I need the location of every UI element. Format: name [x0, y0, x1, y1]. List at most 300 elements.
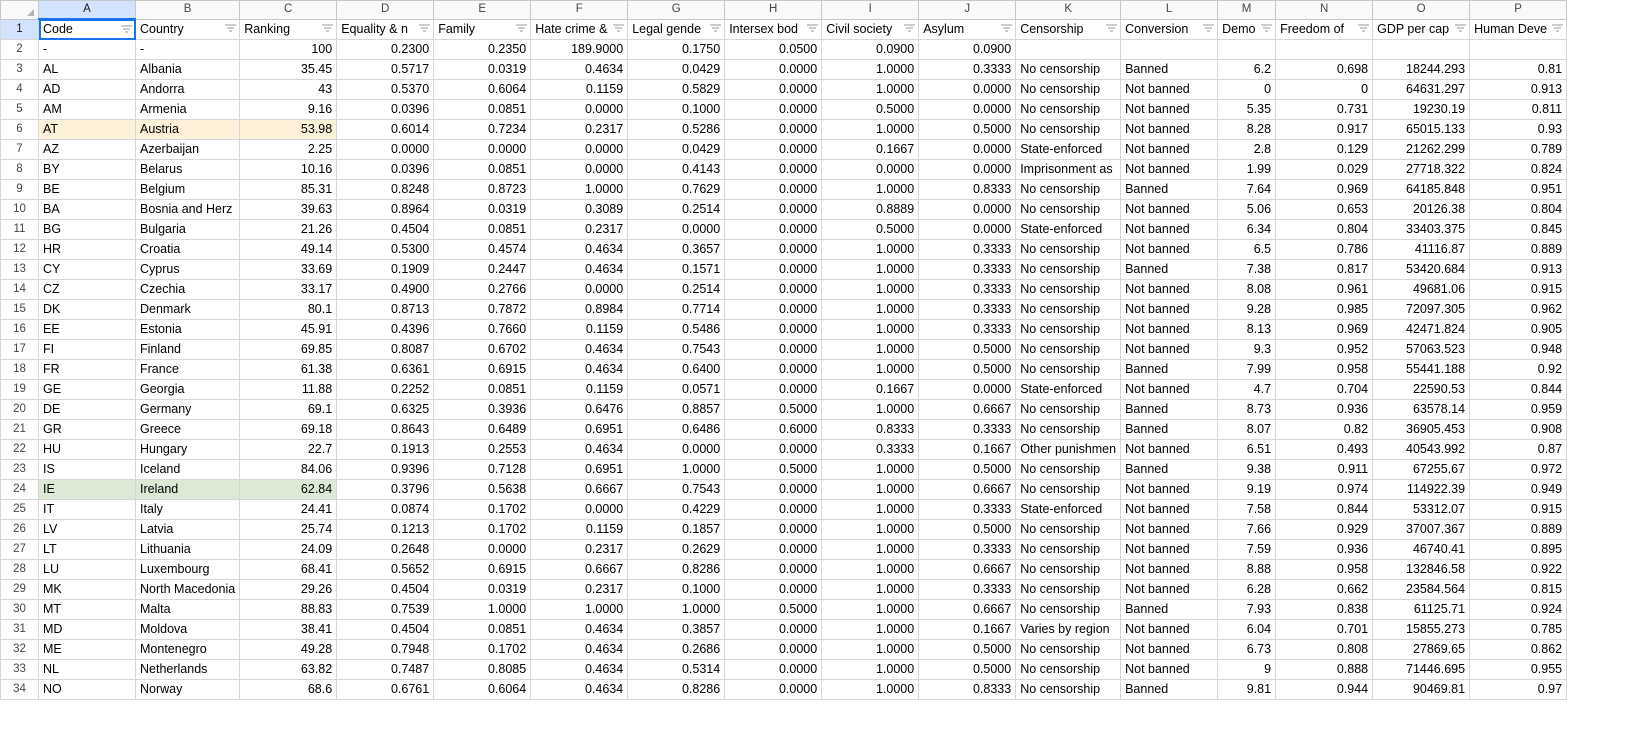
cell-c27[interactable]: 24.09: [240, 540, 337, 560]
cell-h2[interactable]: 0.0500: [725, 40, 822, 60]
cell-a25[interactable]: IT: [39, 500, 136, 520]
filter-icon[interactable]: [1001, 25, 1012, 34]
cell-l26[interactable]: Not banned: [1121, 520, 1218, 540]
cell-a33[interactable]: NL: [39, 660, 136, 680]
cell-k33[interactable]: No censorship: [1016, 660, 1121, 680]
cell-d18[interactable]: 0.6361: [337, 360, 434, 380]
cell-g24[interactable]: 0.7543: [628, 480, 725, 500]
cell-g8[interactable]: 0.4143: [628, 160, 725, 180]
cell-p27[interactable]: 0.895: [1470, 540, 1567, 560]
cell-p16[interactable]: 0.905: [1470, 320, 1567, 340]
cell-c15[interactable]: 80.1: [240, 300, 337, 320]
cell-h15[interactable]: 0.0000: [725, 300, 822, 320]
cell-c34[interactable]: 68.6: [240, 680, 337, 700]
cell-f22[interactable]: 0.4634: [531, 440, 628, 460]
cell-h24[interactable]: 0.0000: [725, 480, 822, 500]
cell-j13[interactable]: 0.3333: [919, 260, 1016, 280]
cell-n17[interactable]: 0.952: [1276, 340, 1373, 360]
cell-p22[interactable]: 0.87: [1470, 440, 1567, 460]
row-header-31[interactable]: 31: [1, 620, 39, 640]
cell-n8[interactable]: 0.029: [1276, 160, 1373, 180]
cell-d7[interactable]: 0.0000: [337, 140, 434, 160]
table-row[interactable]: [1, 640, 1567, 660]
table-row[interactable]: [1, 240, 1567, 260]
cell-d16[interactable]: 0.4396: [337, 320, 434, 340]
cell-p18[interactable]: 0.92: [1470, 360, 1567, 380]
cell-j14[interactable]: 0.3333: [919, 280, 1016, 300]
cell-p15[interactable]: 0.962: [1470, 300, 1567, 320]
cell-i7[interactable]: 0.1667: [822, 140, 919, 160]
cell-k17[interactable]: No censorship: [1016, 340, 1121, 360]
cell-p32[interactable]: 0.862: [1470, 640, 1567, 660]
cell-k31[interactable]: Varies by region: [1016, 620, 1121, 640]
cell-d6[interactable]: 0.6014: [337, 120, 434, 140]
cell-j5[interactable]: 0.0000: [919, 100, 1016, 120]
cell-a12[interactable]: HR: [39, 240, 136, 260]
column-header-k[interactable]: K: [1016, 1, 1121, 20]
cell-m14[interactable]: 8.08: [1218, 280, 1276, 300]
table-row[interactable]: [1, 80, 1567, 100]
cell-f24[interactable]: 0.6667: [531, 480, 628, 500]
cell-c29[interactable]: 29.26: [240, 580, 337, 600]
cell-g17[interactable]: 0.7543: [628, 340, 725, 360]
cell-b24[interactable]: Ireland: [136, 480, 240, 500]
header-cell-a[interactable]: [39, 19, 136, 40]
cell-n16[interactable]: 0.969: [1276, 320, 1373, 340]
cell-i15[interactable]: 1.0000: [822, 300, 919, 320]
cell-o23[interactable]: 67255.67: [1373, 460, 1470, 480]
cell-g14[interactable]: 0.2514: [628, 280, 725, 300]
cell-e3[interactable]: 0.0319: [434, 60, 531, 80]
cell-h21[interactable]: 0.6000: [725, 420, 822, 440]
cell-k5[interactable]: No censorship: [1016, 100, 1121, 120]
row-header-34[interactable]: 34: [1, 680, 39, 700]
cell-g11[interactable]: 0.0000: [628, 220, 725, 240]
cell-b2[interactable]: -: [136, 40, 240, 60]
cell-l34[interactable]: Banned: [1121, 680, 1218, 700]
cell-o3[interactable]: 18244.293: [1373, 60, 1470, 80]
cell-j28[interactable]: 0.6667: [919, 560, 1016, 580]
cell-c21[interactable]: 69.18: [240, 420, 337, 440]
table-row[interactable]: [1, 540, 1567, 560]
cell-p29[interactable]: 0.815: [1470, 580, 1567, 600]
table-row[interactable]: [1, 260, 1567, 280]
cell-e2[interactable]: 0.2350: [434, 40, 531, 60]
cell-m32[interactable]: 6.73: [1218, 640, 1276, 660]
cell-d13[interactable]: 0.1909: [337, 260, 434, 280]
cell-g29[interactable]: 0.1000: [628, 580, 725, 600]
cell-a24[interactable]: IE: [39, 480, 136, 500]
cell-c25[interactable]: 24.41: [240, 500, 337, 520]
cell-p28[interactable]: 0.922: [1470, 560, 1567, 580]
cell-p12[interactable]: 0.889: [1470, 240, 1567, 260]
cell-n32[interactable]: 0.808: [1276, 640, 1373, 660]
cell-e25[interactable]: 0.1702: [434, 500, 531, 520]
cell-g34[interactable]: 0.8286: [628, 680, 725, 700]
table-row[interactable]: [1, 380, 1567, 400]
cell-h25[interactable]: 0.0000: [725, 500, 822, 520]
header-cell-k[interactable]: [1016, 19, 1121, 40]
cell-e5[interactable]: 0.0851: [434, 100, 531, 120]
cell-g20[interactable]: 0.8857: [628, 400, 725, 420]
cell-g28[interactable]: 0.8286: [628, 560, 725, 580]
cell-a28[interactable]: LU: [39, 560, 136, 580]
row-header-27[interactable]: 27: [1, 540, 39, 560]
filter-icon[interactable]: [225, 25, 236, 34]
row-header-5[interactable]: 5: [1, 100, 39, 120]
header-cell-i[interactable]: [822, 19, 919, 40]
cell-h5[interactable]: 0.0000: [725, 100, 822, 120]
row-header-16[interactable]: 16: [1, 320, 39, 340]
cell-k30[interactable]: No censorship: [1016, 600, 1121, 620]
cell-m21[interactable]: 8.07: [1218, 420, 1276, 440]
cell-j23[interactable]: 0.5000: [919, 460, 1016, 480]
cell-m11[interactable]: 6.34: [1218, 220, 1276, 240]
cell-o17[interactable]: 57063.523: [1373, 340, 1470, 360]
table-row[interactable]: [1, 19, 1567, 40]
cell-l19[interactable]: Not banned: [1121, 380, 1218, 400]
row-header-15[interactable]: 15: [1, 300, 39, 320]
row-header-7[interactable]: 7: [1, 140, 39, 160]
cell-d10[interactable]: 0.8964: [337, 200, 434, 220]
cell-l4[interactable]: Not banned: [1121, 80, 1218, 100]
cell-a20[interactable]: DE: [39, 400, 136, 420]
cell-p13[interactable]: 0.913: [1470, 260, 1567, 280]
cell-d5[interactable]: 0.0396: [337, 100, 434, 120]
cell-l17[interactable]: Not banned: [1121, 340, 1218, 360]
cell-m18[interactable]: 7.99: [1218, 360, 1276, 380]
cell-m4[interactable]: 0: [1218, 80, 1276, 100]
cell-b25[interactable]: Italy: [136, 500, 240, 520]
cell-b20[interactable]: Germany: [136, 400, 240, 420]
cell-d21[interactable]: 0.8643: [337, 420, 434, 440]
cell-a3[interactable]: AL: [39, 60, 136, 80]
cell-h12[interactable]: 0.0000: [725, 240, 822, 260]
cell-c20[interactable]: 69.1: [240, 400, 337, 420]
cell-i28[interactable]: 1.0000: [822, 560, 919, 580]
cell-o9[interactable]: 64185.848: [1373, 180, 1470, 200]
cell-p4[interactable]: 0.913: [1470, 80, 1567, 100]
cell-o14[interactable]: 49681.06: [1373, 280, 1470, 300]
cell-b26[interactable]: Latvia: [136, 520, 240, 540]
cell-f5[interactable]: 0.0000: [531, 100, 628, 120]
cell-o18[interactable]: 55441.188: [1373, 360, 1470, 380]
cell-k21[interactable]: No censorship: [1016, 420, 1121, 440]
cell-c24[interactable]: 62.84: [240, 480, 337, 500]
cell-f7[interactable]: 0.0000: [531, 140, 628, 160]
cell-e28[interactable]: 0.6915: [434, 560, 531, 580]
cell-b5[interactable]: Armenia: [136, 100, 240, 120]
cell-n13[interactable]: 0.817: [1276, 260, 1373, 280]
cell-i14[interactable]: 1.0000: [822, 280, 919, 300]
cell-i5[interactable]: 0.5000: [822, 100, 919, 120]
cell-o30[interactable]: 61125.71: [1373, 600, 1470, 620]
filter-icon[interactable]: [1358, 25, 1369, 34]
header-cell-c[interactable]: [240, 19, 337, 40]
cell-n24[interactable]: 0.974: [1276, 480, 1373, 500]
filter-icon[interactable]: [1106, 25, 1117, 34]
cell-i20[interactable]: 1.0000: [822, 400, 919, 420]
cell-j2[interactable]: 0.0900: [919, 40, 1016, 60]
cell-p19[interactable]: 0.844: [1470, 380, 1567, 400]
cell-n9[interactable]: 0.969: [1276, 180, 1373, 200]
cell-n2[interactable]: [1276, 40, 1373, 60]
row-header-23[interactable]: 23: [1, 460, 39, 480]
row-header-19[interactable]: 19: [1, 380, 39, 400]
cell-h32[interactable]: 0.0000: [725, 640, 822, 660]
table-row[interactable]: [1, 440, 1567, 460]
row-header-17[interactable]: 17: [1, 340, 39, 360]
header-cell-o[interactable]: [1373, 19, 1470, 40]
cell-n12[interactable]: 0.786: [1276, 240, 1373, 260]
column-header-d[interactable]: D: [337, 1, 434, 20]
cell-k20[interactable]: No censorship: [1016, 400, 1121, 420]
cell-a22[interactable]: HU: [39, 440, 136, 460]
cell-a19[interactable]: GE: [39, 380, 136, 400]
cell-m15[interactable]: 9.28: [1218, 300, 1276, 320]
cell-p2[interactable]: [1470, 40, 1567, 60]
cell-c10[interactable]: 39.63: [240, 200, 337, 220]
cell-d23[interactable]: 0.9396: [337, 460, 434, 480]
cell-c16[interactable]: 45.91: [240, 320, 337, 340]
table-row[interactable]: [1, 500, 1567, 520]
row-header-1[interactable]: 1: [1, 19, 39, 40]
column-header-b[interactable]: B: [136, 1, 240, 20]
column-header-e[interactable]: E: [434, 1, 531, 20]
cell-i26[interactable]: 1.0000: [822, 520, 919, 540]
cell-e27[interactable]: 0.0000: [434, 540, 531, 560]
cell-h29[interactable]: 0.0000: [725, 580, 822, 600]
cell-j33[interactable]: 0.5000: [919, 660, 1016, 680]
cell-p10[interactable]: 0.804: [1470, 200, 1567, 220]
filter-icon[interactable]: [904, 25, 915, 34]
filter-icon[interactable]: [807, 25, 818, 34]
cell-b21[interactable]: Greece: [136, 420, 240, 440]
cell-l16[interactable]: Not banned: [1121, 320, 1218, 340]
cell-o6[interactable]: 65015.133: [1373, 120, 1470, 140]
cell-o2[interactable]: [1373, 40, 1470, 60]
cell-g13[interactable]: 0.1571: [628, 260, 725, 280]
cell-m12[interactable]: 6.5: [1218, 240, 1276, 260]
cell-d20[interactable]: 0.6325: [337, 400, 434, 420]
cell-g23[interactable]: 1.0000: [628, 460, 725, 480]
cell-h11[interactable]: 0.0000: [725, 220, 822, 240]
cell-a23[interactable]: IS: [39, 460, 136, 480]
cell-o33[interactable]: 71446.695: [1373, 660, 1470, 680]
row-header-33[interactable]: 33: [1, 660, 39, 680]
cell-l11[interactable]: Not banned: [1121, 220, 1218, 240]
cell-l25[interactable]: Not banned: [1121, 500, 1218, 520]
cell-g33[interactable]: 0.5314: [628, 660, 725, 680]
row-header-9[interactable]: 9: [1, 180, 39, 200]
cell-m6[interactable]: 8.28: [1218, 120, 1276, 140]
cell-m23[interactable]: 9.38: [1218, 460, 1276, 480]
cell-k11[interactable]: State-enforced: [1016, 220, 1121, 240]
column-header-p[interactable]: P: [1470, 1, 1567, 20]
cell-i27[interactable]: 1.0000: [822, 540, 919, 560]
header-cell-b[interactable]: [136, 19, 240, 40]
cell-k24[interactable]: No censorship: [1016, 480, 1121, 500]
cell-k28[interactable]: No censorship: [1016, 560, 1121, 580]
cell-p33[interactable]: 0.955: [1470, 660, 1567, 680]
cell-p9[interactable]: 0.951: [1470, 180, 1567, 200]
filter-icon[interactable]: [1552, 25, 1563, 34]
cell-a4[interactable]: AD: [39, 80, 136, 100]
cell-b16[interactable]: Estonia: [136, 320, 240, 340]
cell-n21[interactable]: 0.82: [1276, 420, 1373, 440]
cell-o29[interactable]: 23584.564: [1373, 580, 1470, 600]
cell-b30[interactable]: Malta: [136, 600, 240, 620]
cell-f20[interactable]: 0.6476: [531, 400, 628, 420]
cell-j34[interactable]: 0.8333: [919, 680, 1016, 700]
cell-k13[interactable]: No censorship: [1016, 260, 1121, 280]
cell-b15[interactable]: Denmark: [136, 300, 240, 320]
cell-p14[interactable]: 0.915: [1470, 280, 1567, 300]
cell-c18[interactable]: 61.38: [240, 360, 337, 380]
table-row[interactable]: [1, 620, 1567, 640]
cell-c19[interactable]: 11.88: [240, 380, 337, 400]
cell-o8[interactable]: 27718.322: [1373, 160, 1470, 180]
cell-m28[interactable]: 8.88: [1218, 560, 1276, 580]
cell-n7[interactable]: 0.129: [1276, 140, 1373, 160]
cell-i30[interactable]: 1.0000: [822, 600, 919, 620]
cell-o25[interactable]: 53312.07: [1373, 500, 1470, 520]
cell-n26[interactable]: 0.929: [1276, 520, 1373, 540]
cell-f4[interactable]: 0.1159: [531, 80, 628, 100]
cell-k10[interactable]: No censorship: [1016, 200, 1121, 220]
cell-h4[interactable]: 0.0000: [725, 80, 822, 100]
cell-a32[interactable]: ME: [39, 640, 136, 660]
cell-j22[interactable]: 0.1667: [919, 440, 1016, 460]
cell-f23[interactable]: 0.6951: [531, 460, 628, 480]
cell-k6[interactable]: No censorship: [1016, 120, 1121, 140]
cell-c12[interactable]: 49.14: [240, 240, 337, 260]
cell-l29[interactable]: Not banned: [1121, 580, 1218, 600]
cell-p24[interactable]: 0.949: [1470, 480, 1567, 500]
cell-m20[interactable]: 8.73: [1218, 400, 1276, 420]
cell-i25[interactable]: 1.0000: [822, 500, 919, 520]
cell-f34[interactable]: 0.4634: [531, 680, 628, 700]
row-header-28[interactable]: 28: [1, 560, 39, 580]
cell-h10[interactable]: 0.0000: [725, 200, 822, 220]
cell-b34[interactable]: Norway: [136, 680, 240, 700]
cell-i3[interactable]: 1.0000: [822, 60, 919, 80]
cell-b31[interactable]: Moldova: [136, 620, 240, 640]
cell-m22[interactable]: 6.51: [1218, 440, 1276, 460]
cell-a26[interactable]: LV: [39, 520, 136, 540]
filter-icon[interactable]: [322, 25, 333, 34]
cell-g10[interactable]: 0.2514: [628, 200, 725, 220]
cell-n5[interactable]: 0.731: [1276, 100, 1373, 120]
cell-i21[interactable]: 0.8333: [822, 420, 919, 440]
cell-k25[interactable]: State-enforced: [1016, 500, 1121, 520]
cell-f14[interactable]: 0.0000: [531, 280, 628, 300]
cell-k3[interactable]: No censorship: [1016, 60, 1121, 80]
table-row[interactable]: [1, 580, 1567, 600]
cell-j32[interactable]: 0.5000: [919, 640, 1016, 660]
cell-k12[interactable]: No censorship: [1016, 240, 1121, 260]
cell-o11[interactable]: 33403.375: [1373, 220, 1470, 240]
cell-g15[interactable]: 0.7714: [628, 300, 725, 320]
cell-p31[interactable]: 0.785: [1470, 620, 1567, 640]
cell-n23[interactable]: 0.911: [1276, 460, 1373, 480]
table-row[interactable]: [1, 60, 1567, 80]
cell-i11[interactable]: 0.5000: [822, 220, 919, 240]
cell-g4[interactable]: 0.5829: [628, 80, 725, 100]
cell-e16[interactable]: 0.7660: [434, 320, 531, 340]
table-row[interactable]: [1, 520, 1567, 540]
cell-d28[interactable]: 0.5652: [337, 560, 434, 580]
header-cell-m[interactable]: [1218, 19, 1276, 40]
header-cell-p[interactable]: [1470, 19, 1567, 40]
cell-a18[interactable]: FR: [39, 360, 136, 380]
cell-m31[interactable]: 6.04: [1218, 620, 1276, 640]
cell-a5[interactable]: AM: [39, 100, 136, 120]
cell-b18[interactable]: France: [136, 360, 240, 380]
cell-m17[interactable]: 9.3: [1218, 340, 1276, 360]
filter-icon[interactable]: [1261, 25, 1272, 34]
cell-b10[interactable]: Bosnia and Herz: [136, 200, 240, 220]
row-header-26[interactable]: 26: [1, 520, 39, 540]
cell-a16[interactable]: EE: [39, 320, 136, 340]
cell-p26[interactable]: 0.889: [1470, 520, 1567, 540]
table-row[interactable]: [1, 220, 1567, 240]
cell-o20[interactable]: 63578.14: [1373, 400, 1470, 420]
cell-b19[interactable]: Georgia: [136, 380, 240, 400]
table-row[interactable]: [1, 360, 1567, 380]
cell-e23[interactable]: 0.7128: [434, 460, 531, 480]
cell-n19[interactable]: 0.704: [1276, 380, 1373, 400]
cell-g25[interactable]: 0.4229: [628, 500, 725, 520]
cell-a31[interactable]: MD: [39, 620, 136, 640]
cell-b12[interactable]: Croatia: [136, 240, 240, 260]
select-all-corner[interactable]: [1, 1, 39, 20]
cell-m27[interactable]: 7.59: [1218, 540, 1276, 560]
cell-i23[interactable]: 1.0000: [822, 460, 919, 480]
cell-a9[interactable]: BE: [39, 180, 136, 200]
cell-c32[interactable]: 49.28: [240, 640, 337, 660]
cell-d12[interactable]: 0.5300: [337, 240, 434, 260]
cell-k32[interactable]: No censorship: [1016, 640, 1121, 660]
column-header-n[interactable]: N: [1276, 1, 1373, 20]
cell-i16[interactable]: 1.0000: [822, 320, 919, 340]
cell-j9[interactable]: 0.8333: [919, 180, 1016, 200]
cell-c14[interactable]: 33.17: [240, 280, 337, 300]
table-row[interactable]: [1, 120, 1567, 140]
cell-e34[interactable]: 0.6064: [434, 680, 531, 700]
cell-b28[interactable]: Luxembourg: [136, 560, 240, 580]
cell-o13[interactable]: 53420.684: [1373, 260, 1470, 280]
column-header-o[interactable]: O: [1373, 1, 1470, 20]
cell-c2[interactable]: 100: [240, 40, 337, 60]
table-row[interactable]: [1, 460, 1567, 480]
table-row[interactable]: [1, 680, 1567, 700]
cell-l15[interactable]: Not banned: [1121, 300, 1218, 320]
cell-d31[interactable]: 0.4504: [337, 620, 434, 640]
cell-l10[interactable]: Not banned: [1121, 200, 1218, 220]
cell-b29[interactable]: North Macedonia: [136, 580, 240, 600]
cell-g19[interactable]: 0.0571: [628, 380, 725, 400]
cell-d15[interactable]: 0.8713: [337, 300, 434, 320]
cell-h19[interactable]: 0.0000: [725, 380, 822, 400]
cell-g31[interactable]: 0.3857: [628, 620, 725, 640]
cell-p17[interactable]: 0.948: [1470, 340, 1567, 360]
cell-l6[interactable]: Not banned: [1121, 120, 1218, 140]
table-row[interactable]: [1, 480, 1567, 500]
cell-n11[interactable]: 0.804: [1276, 220, 1373, 240]
cell-n28[interactable]: 0.958: [1276, 560, 1373, 580]
cell-b4[interactable]: Andorra: [136, 80, 240, 100]
